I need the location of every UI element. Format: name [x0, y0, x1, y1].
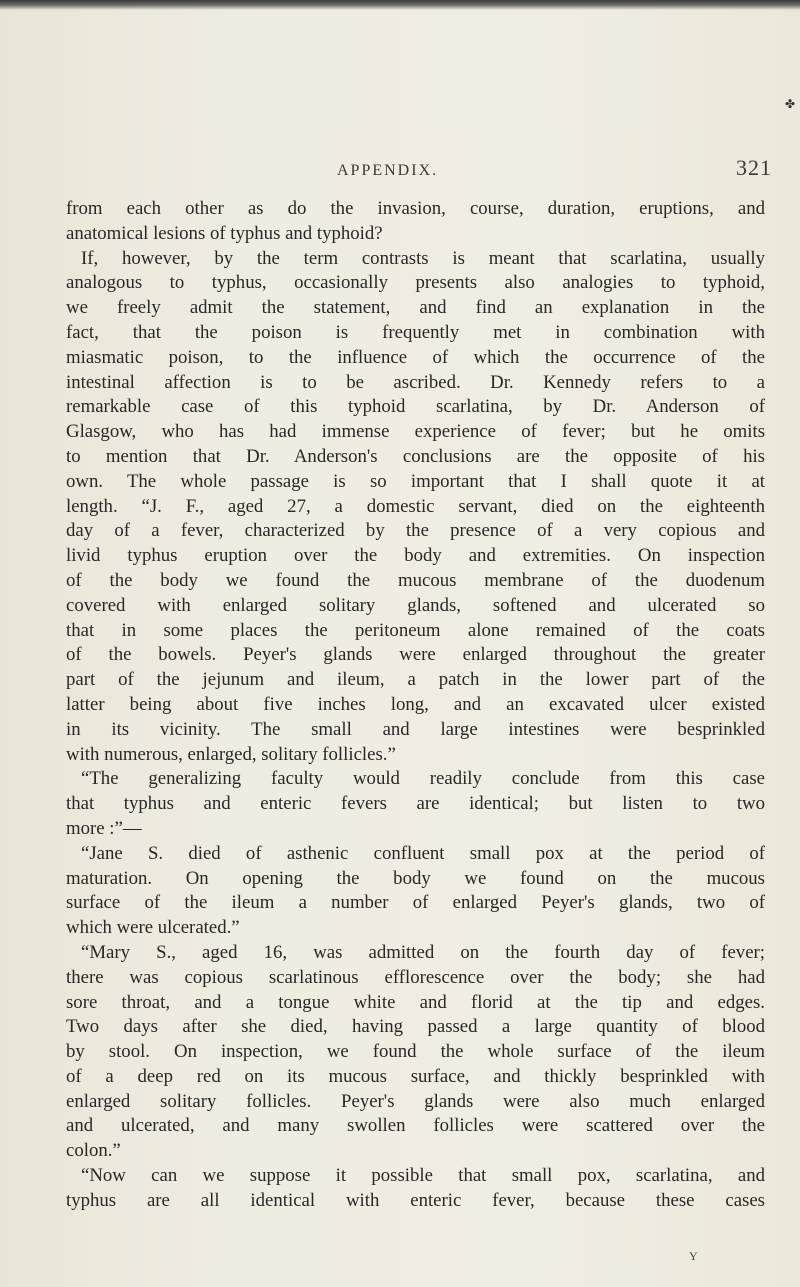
text-line: own. The whole passage is so important that I shall quote it at — [66, 470, 765, 492]
text-line: Two days after she died, having passed a large quantity of blood — [66, 1016, 765, 1038]
text-line: miasmatic poison, to the influence of which the occurrence of the — [66, 346, 765, 368]
text-line: to mention that Dr. Anderson's conclusions are the opposite of his — [66, 445, 765, 467]
text-line: intestinal affection is to be ascribed. Dr. Kennedy refers to a — [66, 371, 765, 393]
text-line: length. “J. F., aged 27, a domestic servant, died on the eighteenth — [66, 495, 765, 517]
text-line: anatomical lesions of typhus and typhoid? — [66, 222, 383, 244]
text-line: from each other as do the invasion, course, duration, eruptions, and — [66, 198, 765, 219]
text-line: sore throat, and a tongue white and florid at the tip and edges. — [66, 991, 765, 1013]
text-line: of the body we found the mucous membrane of the duodenum — [66, 569, 765, 591]
text-line: typhus are all identical with enteric fever, because these cases — [66, 1189, 765, 1211]
printer-ornament-icon: ✤ — [784, 97, 795, 111]
text-line: If, however, by the term contrasts is meant that scarlatina, usually — [81, 247, 765, 269]
text-line: “Mary S., aged 16, was admitted on the fourth day of fever; — [81, 941, 765, 963]
text-line: surface of the ileum a number of enlarged Peyer's glands, two of — [66, 892, 765, 914]
text-line: part of the jejunum and ileum, a patch in the lower part of the — [66, 669, 765, 691]
text-line: remarkable case of this typhoid scarlatina, by Dr. Anderson of — [66, 396, 765, 418]
text-line: there was copious scarlatinous efflorescence over the body; she had — [66, 966, 765, 988]
text-line: latter being about five inches long, and an excavated ulcer existed — [66, 693, 765, 715]
text-line: in its vicinity. The small and large intestines were besprinkled — [66, 718, 765, 740]
page-number: 321 — [736, 155, 772, 180]
text-line: of the bowels. Peyer's glands were enlarged throughout the greater — [66, 644, 765, 666]
running-head: APPENDIX. — [337, 162, 439, 179]
page-top-edge-shadow — [0, 0, 800, 10]
text-line: that typhus and enteric fevers are identical; but listen to two — [66, 793, 765, 815]
text-line: that in some places the peritoneum alone remained of the coats — [66, 619, 765, 641]
text-line: day of a fever, characterized by the presence of a very copious and — [66, 520, 765, 542]
body-text — [66, 197, 765, 1214]
text-line: “Jane S. died of asthenic confluent small pox at the period of — [81, 842, 765, 864]
text-line: maturation. On opening the body we found on the mucous — [66, 867, 765, 889]
text-line: of a deep red on its mucous surface, and thickly besprinkled with — [66, 1065, 765, 1087]
text-line: enlarged solitary follicles. Peyer's glands were also much enlarged — [66, 1090, 765, 1112]
text-line: covered with enlarged solitary glands, softened and ulcerated so — [66, 594, 765, 616]
text-line: fact, that the poison is frequently met in combination with — [66, 321, 765, 343]
signature-mark: Y — [689, 1249, 698, 1263]
text-line: colon.” — [66, 1140, 121, 1162]
text-line: livid typhus eruption over the body and extremities. On inspection — [66, 545, 765, 567]
text-line: by stool. On inspection, we found the whole surface of the ileum — [66, 1041, 765, 1063]
text-line: “The generalizing faculty would readily conclude from this case — [81, 768, 765, 790]
text-line: and ulcerated, and many swollen follicles were scattered over the — [66, 1115, 765, 1137]
text-line: which were ulcerated.” — [66, 917, 240, 939]
text-line: we freely admit the statement, and find an explanation in the — [66, 297, 765, 319]
text-line: Glasgow, who has had immense experience of fever; but he omits — [66, 421, 765, 443]
text-line: analogous to typhus, occasionally presents also analogies to typhoid, — [66, 272, 765, 294]
text-line: “Now can we suppose it possible that small pox, scarlatina, and — [81, 1165, 765, 1187]
text-line: with numerous, enlarged, solitary follicles.” — [66, 743, 396, 765]
text-line: more :”— — [66, 817, 142, 839]
